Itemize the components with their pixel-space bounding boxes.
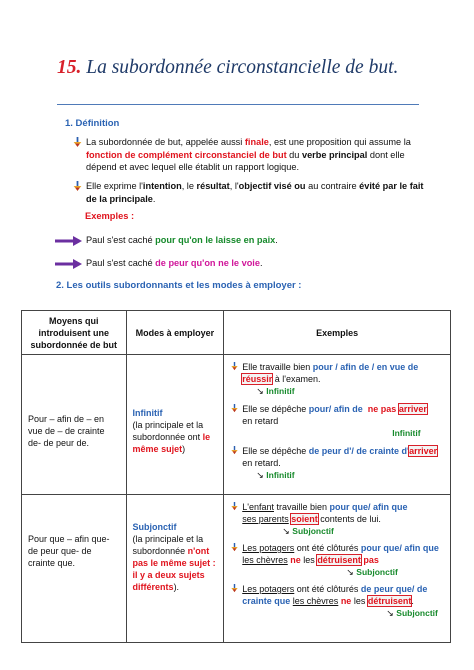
row1-example-2: Elle se dépêche pour/ afin de ne pas arriver en retard Infinitif — [230, 403, 446, 439]
table-header-modes: Modes à employer — [126, 311, 224, 355]
table-header-means: Moyens qui introduisent une subordonnée de but — [22, 311, 127, 355]
means-modes-table — [21, 310, 451, 643]
intention-paragraph: Elle exprime l'intention, le résultat, l'objectif visé ou au contraire évité par le fait de la principale. — [86, 181, 424, 204]
row2-example-3: Les potagers ont été clôturés de peur que/ de crainte que les chèvres ne les détruisent. ↘ Subjonctif — [230, 583, 446, 619]
bullet-arrow-icon — [230, 584, 239, 593]
examples-label: Exemples : — [85, 211, 135, 221]
bullet-arrow-icon — [230, 502, 239, 511]
table-header-row — [22, 311, 451, 355]
row1-examples — [224, 355, 451, 495]
title-number: 15. — [57, 57, 82, 78]
row2-example-1: L'enfant travaille bien pour que/ afin que ses parents soient contents de lui. ↘ Subjonctif — [230, 501, 446, 537]
table-header-examples: Exemples — [224, 311, 451, 355]
bullet-arrow-icon — [72, 181, 83, 192]
bullet-arrow-icon — [230, 543, 239, 552]
title-rule — [57, 104, 419, 105]
mode-label-subjonctif: Subjonctif — [132, 522, 177, 532]
row1-example-1: Elle travaille bien pour / afin de / en vue de réussir à l'examen. ↘ Infinitif — [230, 361, 446, 397]
row1-example-3: Elle se dépêche de peur d'/ de crainte d'arriver en retard. ↘ Infinitif — [230, 445, 446, 481]
row1-means: Pour – afin de – en vue de – de crainte de- de peur de. — [22, 355, 127, 495]
table-row — [22, 495, 451, 643]
example-1: Paul s'est caché pour qu'on le laisse en paix. — [86, 235, 278, 245]
section-heading-definition: 1. Définition — [65, 118, 120, 129]
purple-arrow-icon — [55, 236, 82, 246]
row2-mode: Subjonctif (la principale et la subordonnée n'ont pas le même sujet : il y a deux sujets différents). — [126, 495, 224, 643]
purple-arrow-icon — [55, 259, 82, 269]
row2-example-2: Les potagers ont été clôturés pour que/ afin que les chèvres ne les détruisent pas ↘ Subjonctif — [230, 542, 446, 578]
example-2: Paul s'est caché de peur qu'on ne le voie. — [86, 258, 263, 268]
bullet-arrow-icon — [230, 446, 239, 455]
bullet-arrow-icon — [72, 137, 83, 148]
definition-paragraph: La subordonnée de but, appelée aussi finale, est une proposition qui assume la fonction de complément circonstanciel de but du verbe principal dont elle dépend et avec lequel elle établit un rapport logique. — [86, 137, 411, 172]
row1-mode: Infinitif (la principale et la subordonnée ont le même sujet) — [126, 355, 224, 495]
title-text: La subordonnée circonstancielle de but. — [86, 57, 399, 78]
section-heading-tools: 2. Les outils subordonnants et les modes à employer : — [56, 280, 302, 291]
page-title — [57, 56, 437, 79]
table-row — [22, 355, 451, 495]
bullet-arrow-icon — [230, 404, 239, 413]
mode-label-infinitif: Infinitif — [132, 408, 163, 418]
row2-examples — [224, 495, 451, 643]
bullet-arrow-icon — [230, 362, 239, 371]
row2-means: Pour que – afin que- de peur que- de crainte que. — [22, 495, 127, 643]
